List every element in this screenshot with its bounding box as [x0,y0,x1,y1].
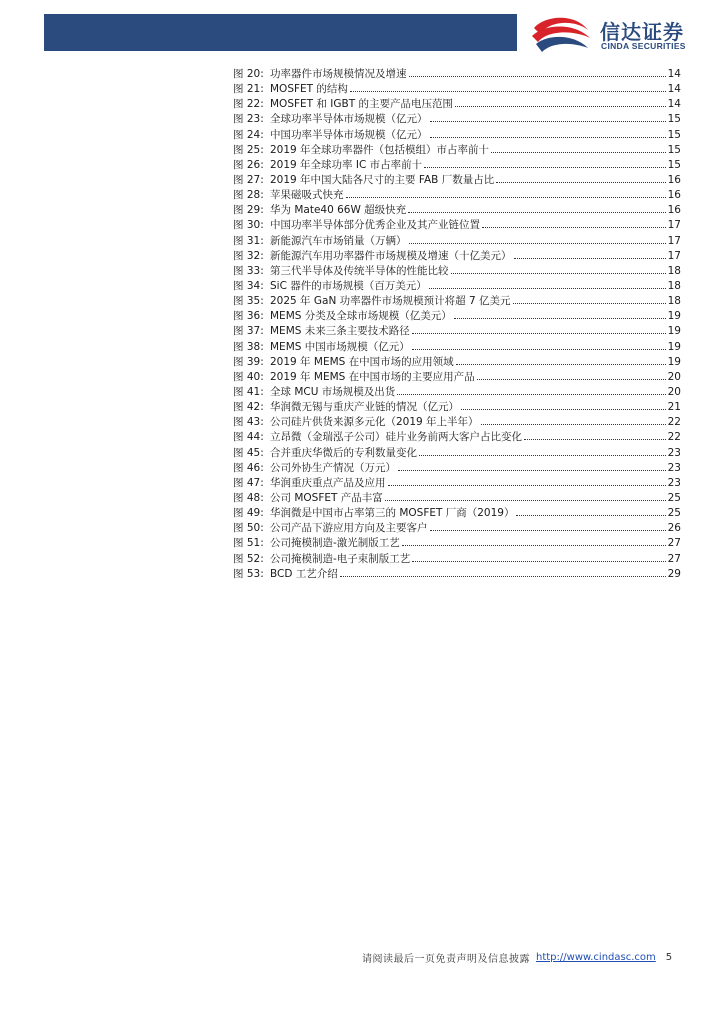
figure-page-number: 18 [667,264,681,277]
figure-page-number: 14 [667,68,681,80]
figure-label: 图 42: [233,401,264,414]
figure-title: 公司产品下游应用方向及主要客户 [270,522,428,535]
figure-label: 图 53: [233,567,264,580]
toc-entry[interactable] [233,249,681,264]
figure-label: 图 28: [233,189,264,202]
figure-page-number: 21 [667,401,681,414]
figure-title: MEMS 未来三条主要技术路径 [270,325,410,338]
figure-title: 合并重庆华微后的专利数量变化 [270,446,417,459]
figure-label: 图 31: [233,234,264,247]
toc-entry[interactable] [233,324,681,339]
logo-english-text: CINDA SECURITIES [601,41,686,51]
toc-entry[interactable] [233,461,681,476]
figure-label: 图 26: [233,158,264,171]
figure-title: 全球 MCU 市场规模及出货 [270,385,396,398]
toc-entry[interactable] [233,309,681,324]
dot-leader [430,112,666,122]
figure-page-number: 16 [667,189,681,202]
dot-leader [412,340,666,350]
figure-title: MOSFET 的结构 [270,83,348,96]
figure-page-number: 27 [667,537,681,550]
dot-leader [430,521,666,531]
figure-label: 图 20: [233,68,264,80]
figure-page-number: 18 [667,295,681,308]
toc-entry[interactable] [233,234,681,249]
toc-entry[interactable] [233,264,681,279]
figure-page-number: 26 [667,522,681,535]
toc-entry[interactable] [233,82,681,97]
disclaimer-note: 请阅读最后一页免责声明及信息披露 [362,953,530,965]
figure-title: 华润重庆重点产品及应用 [270,476,386,489]
figure-title: MOSFET 和 IGBT 的主要产品电压范围 [270,98,453,111]
figure-title: 华为 Mate40 66W 超级快充 [270,204,407,217]
toc-entry[interactable] [233,67,681,82]
toc-entry[interactable] [233,370,681,385]
header-bar [44,14,517,51]
figure-page-number: 14 [667,98,681,111]
figure-page-number: 15 [667,158,681,171]
dot-leader [408,203,665,213]
figure-label: 图 38: [233,340,264,353]
dot-leader [524,430,666,440]
dot-leader [482,218,666,228]
dot-leader [516,506,665,516]
dot-leader [398,461,666,471]
figure-page-number: 15 [667,143,681,156]
dot-leader [409,67,666,77]
figure-label: 图 21: [233,83,264,96]
figure-title: BCD 工艺介绍 [270,567,338,580]
toc-entry[interactable] [233,188,681,203]
figure-page-number: 19 [667,340,681,353]
figure-page-number: 18 [667,279,681,292]
figure-label: 图 27: [233,173,264,186]
dot-leader [350,82,666,92]
figure-title: 2019 年全球功率器件（包括模组）市占率前十 [270,143,490,156]
figure-label: 图 22: [233,98,264,111]
toc-entry[interactable] [233,415,681,430]
figure-page-number: 23 [667,446,681,459]
toc-entry[interactable] [233,476,681,491]
dot-leader [455,97,666,107]
figure-page-number: 16 [667,204,681,217]
figure-list [233,67,681,582]
figure-label: 图 46: [233,461,264,474]
toc-entry[interactable] [233,218,681,233]
figure-label: 图 40: [233,370,264,383]
toc-entry[interactable] [233,567,681,582]
toc-entry[interactable] [233,355,681,370]
figure-page-number: 29 [667,567,681,580]
figure-title: 新能源汽车市场销量（万辆） [270,234,407,247]
toc-entry[interactable] [233,97,681,112]
figure-label: 图 25: [233,143,264,156]
cinda-logo-icon [530,14,592,56]
figure-page-number: 20 [667,385,681,398]
figure-title: 公司掩模制造-电子束制版工艺 [270,552,411,565]
dot-leader [451,264,666,274]
toc-entry[interactable] [233,552,681,567]
dot-leader [385,491,666,501]
figure-title: 2025 年 GaN 功率器件市场规模预计将超 7 亿美元 [270,295,511,308]
figure-page-number: 27 [667,552,681,565]
toc-entry[interactable] [233,491,681,506]
figure-label: 图 30: [233,219,264,232]
figure-label: 图 33: [233,264,264,277]
figure-page-number: 17 [667,234,681,247]
figure-label: 图 37: [233,325,264,338]
figure-page-number: 15 [667,113,681,126]
dot-leader [388,476,666,486]
figure-title: 公司外协生产情况（万元） [270,461,396,474]
figure-label: 图 50: [233,522,264,535]
page-number: 5 [665,951,673,963]
figure-label: 图 51: [233,537,264,550]
figure-title: 苹果磁吸式快充 [270,189,344,202]
dot-leader [456,355,666,365]
figure-label: 图 29: [233,204,264,217]
figure-label: 图 23: [233,113,264,126]
dot-leader [340,567,666,577]
toc-entry[interactable] [233,430,681,445]
figure-title: 公司硅片供货来源多元化（2019 年上半年） [270,416,479,429]
toc-entry[interactable] [233,128,681,143]
figure-label: 图 44: [233,431,264,444]
figure-label: 图 43: [233,416,264,429]
dot-leader [454,309,666,319]
figure-label: 图 35: [233,295,264,308]
figure-page-number: 25 [667,491,681,504]
dot-leader [419,446,666,456]
dot-leader [412,324,666,334]
dot-leader [429,279,666,289]
dot-leader [402,536,666,546]
toc-entry[interactable] [233,446,681,461]
dot-leader [461,400,666,410]
figure-title: 中国功率半导体市场规模（亿元） [270,128,428,141]
figure-title: 2019 年全球功率 IC 市占率前十 [270,158,423,171]
toc-entry[interactable] [233,143,681,158]
figure-page-number: 19 [667,355,681,368]
dot-leader [397,385,665,395]
figure-title: 华润微无锡与重庆产业链的情况（亿元） [270,401,459,414]
dot-leader [491,143,666,153]
figure-label: 图 52: [233,552,264,565]
toc-entry[interactable] [233,158,681,173]
figure-page-number: 15 [667,128,681,141]
figure-title: 立昂微（金瑞泓子公司）硅片业务前两大客户占比变化 [270,431,522,444]
dot-leader [477,370,666,380]
toc-entry[interactable] [233,173,681,188]
toc-entry[interactable] [233,294,681,309]
figure-label: 图 24: [233,128,264,141]
figure-page-number: 22 [667,431,681,444]
toc-entry[interactable] [233,203,681,218]
toc-entry[interactable] [233,506,681,521]
dot-leader [409,234,666,244]
figure-page-number: 20 [667,370,681,383]
figure-title: 公司 MOSFET 产品丰富 [270,491,383,504]
figure-title: 新能源汽车用功率器件市场规模及增速（十亿美元） [270,249,512,262]
dot-leader [496,173,665,183]
dot-leader [412,552,665,562]
toc-entry[interactable] [233,112,681,127]
figure-title: 中国功率半导体部分优秀企业及其产业链位置 [270,219,480,232]
figure-label: 图 39: [233,355,264,368]
company-logo [530,14,710,56]
dot-leader [513,294,666,304]
figure-page-number: 19 [667,310,681,323]
figure-page-number: 17 [667,249,681,262]
figure-title: 全球功率半导体市场规模（亿元） [270,113,428,126]
toc-entry[interactable] [233,385,681,400]
figure-label: 图 47: [233,476,264,489]
toc-entry[interactable] [233,536,681,551]
figure-page-number: 23 [667,476,681,489]
figure-label: 图 48: [233,491,264,504]
figure-title: 功率器件市场规模情况及增速 [270,68,407,80]
figure-page-number: 22 [667,416,681,429]
figure-label: 图 36: [233,310,264,323]
dot-leader [430,128,666,138]
figure-label: 图 41: [233,385,264,398]
figure-title: SiC 器件的市场规模（百万美元） [270,279,427,292]
figure-title: MEMS 分类及全球市场规模（亿美元） [270,310,452,323]
figure-title: 2019 年中国大陆各尺寸的主要 FAB 厂数量占比 [270,173,495,186]
figure-label: 图 49: [233,507,264,520]
toc-entry[interactable] [233,400,681,415]
figure-title: MEMS 中国市场规模（亿元） [270,340,410,353]
toc-entry[interactable] [233,279,681,294]
figure-title: 第三代半导体及传统半导体的性能比较 [270,264,449,277]
toc-entry[interactable] [233,340,681,355]
logo-chinese-text: 信达证券 [600,20,684,44]
figure-title: 2019 年 MEMS 在中国市场的应用领域 [270,355,454,368]
dot-leader [481,415,666,425]
figure-page-number: 23 [667,461,681,474]
figure-label: 图 32: [233,249,264,262]
figure-page-number: 16 [667,173,681,186]
figure-label: 图 45: [233,446,264,459]
figure-page-number: 14 [667,83,681,96]
dot-leader [424,158,665,168]
toc-entry[interactable] [233,521,681,536]
figure-page-number: 19 [667,325,681,338]
figure-title: 2019 年 MEMS 在中国市场的主要应用产品 [270,370,475,383]
figure-title: 公司掩模制造-激光制版工艺 [270,537,400,550]
figure-title: 华润微是中国市占率第三的 MOSFET 厂商（2019） [270,507,515,520]
dot-leader [514,249,666,259]
dot-leader [346,188,666,198]
figure-page-number: 17 [667,219,681,232]
figure-page-number: 25 [667,507,681,520]
figure-label: 图 34: [233,279,264,292]
page-footer [362,949,682,965]
website-link[interactable]: http://www.cindasc.com [536,951,656,963]
